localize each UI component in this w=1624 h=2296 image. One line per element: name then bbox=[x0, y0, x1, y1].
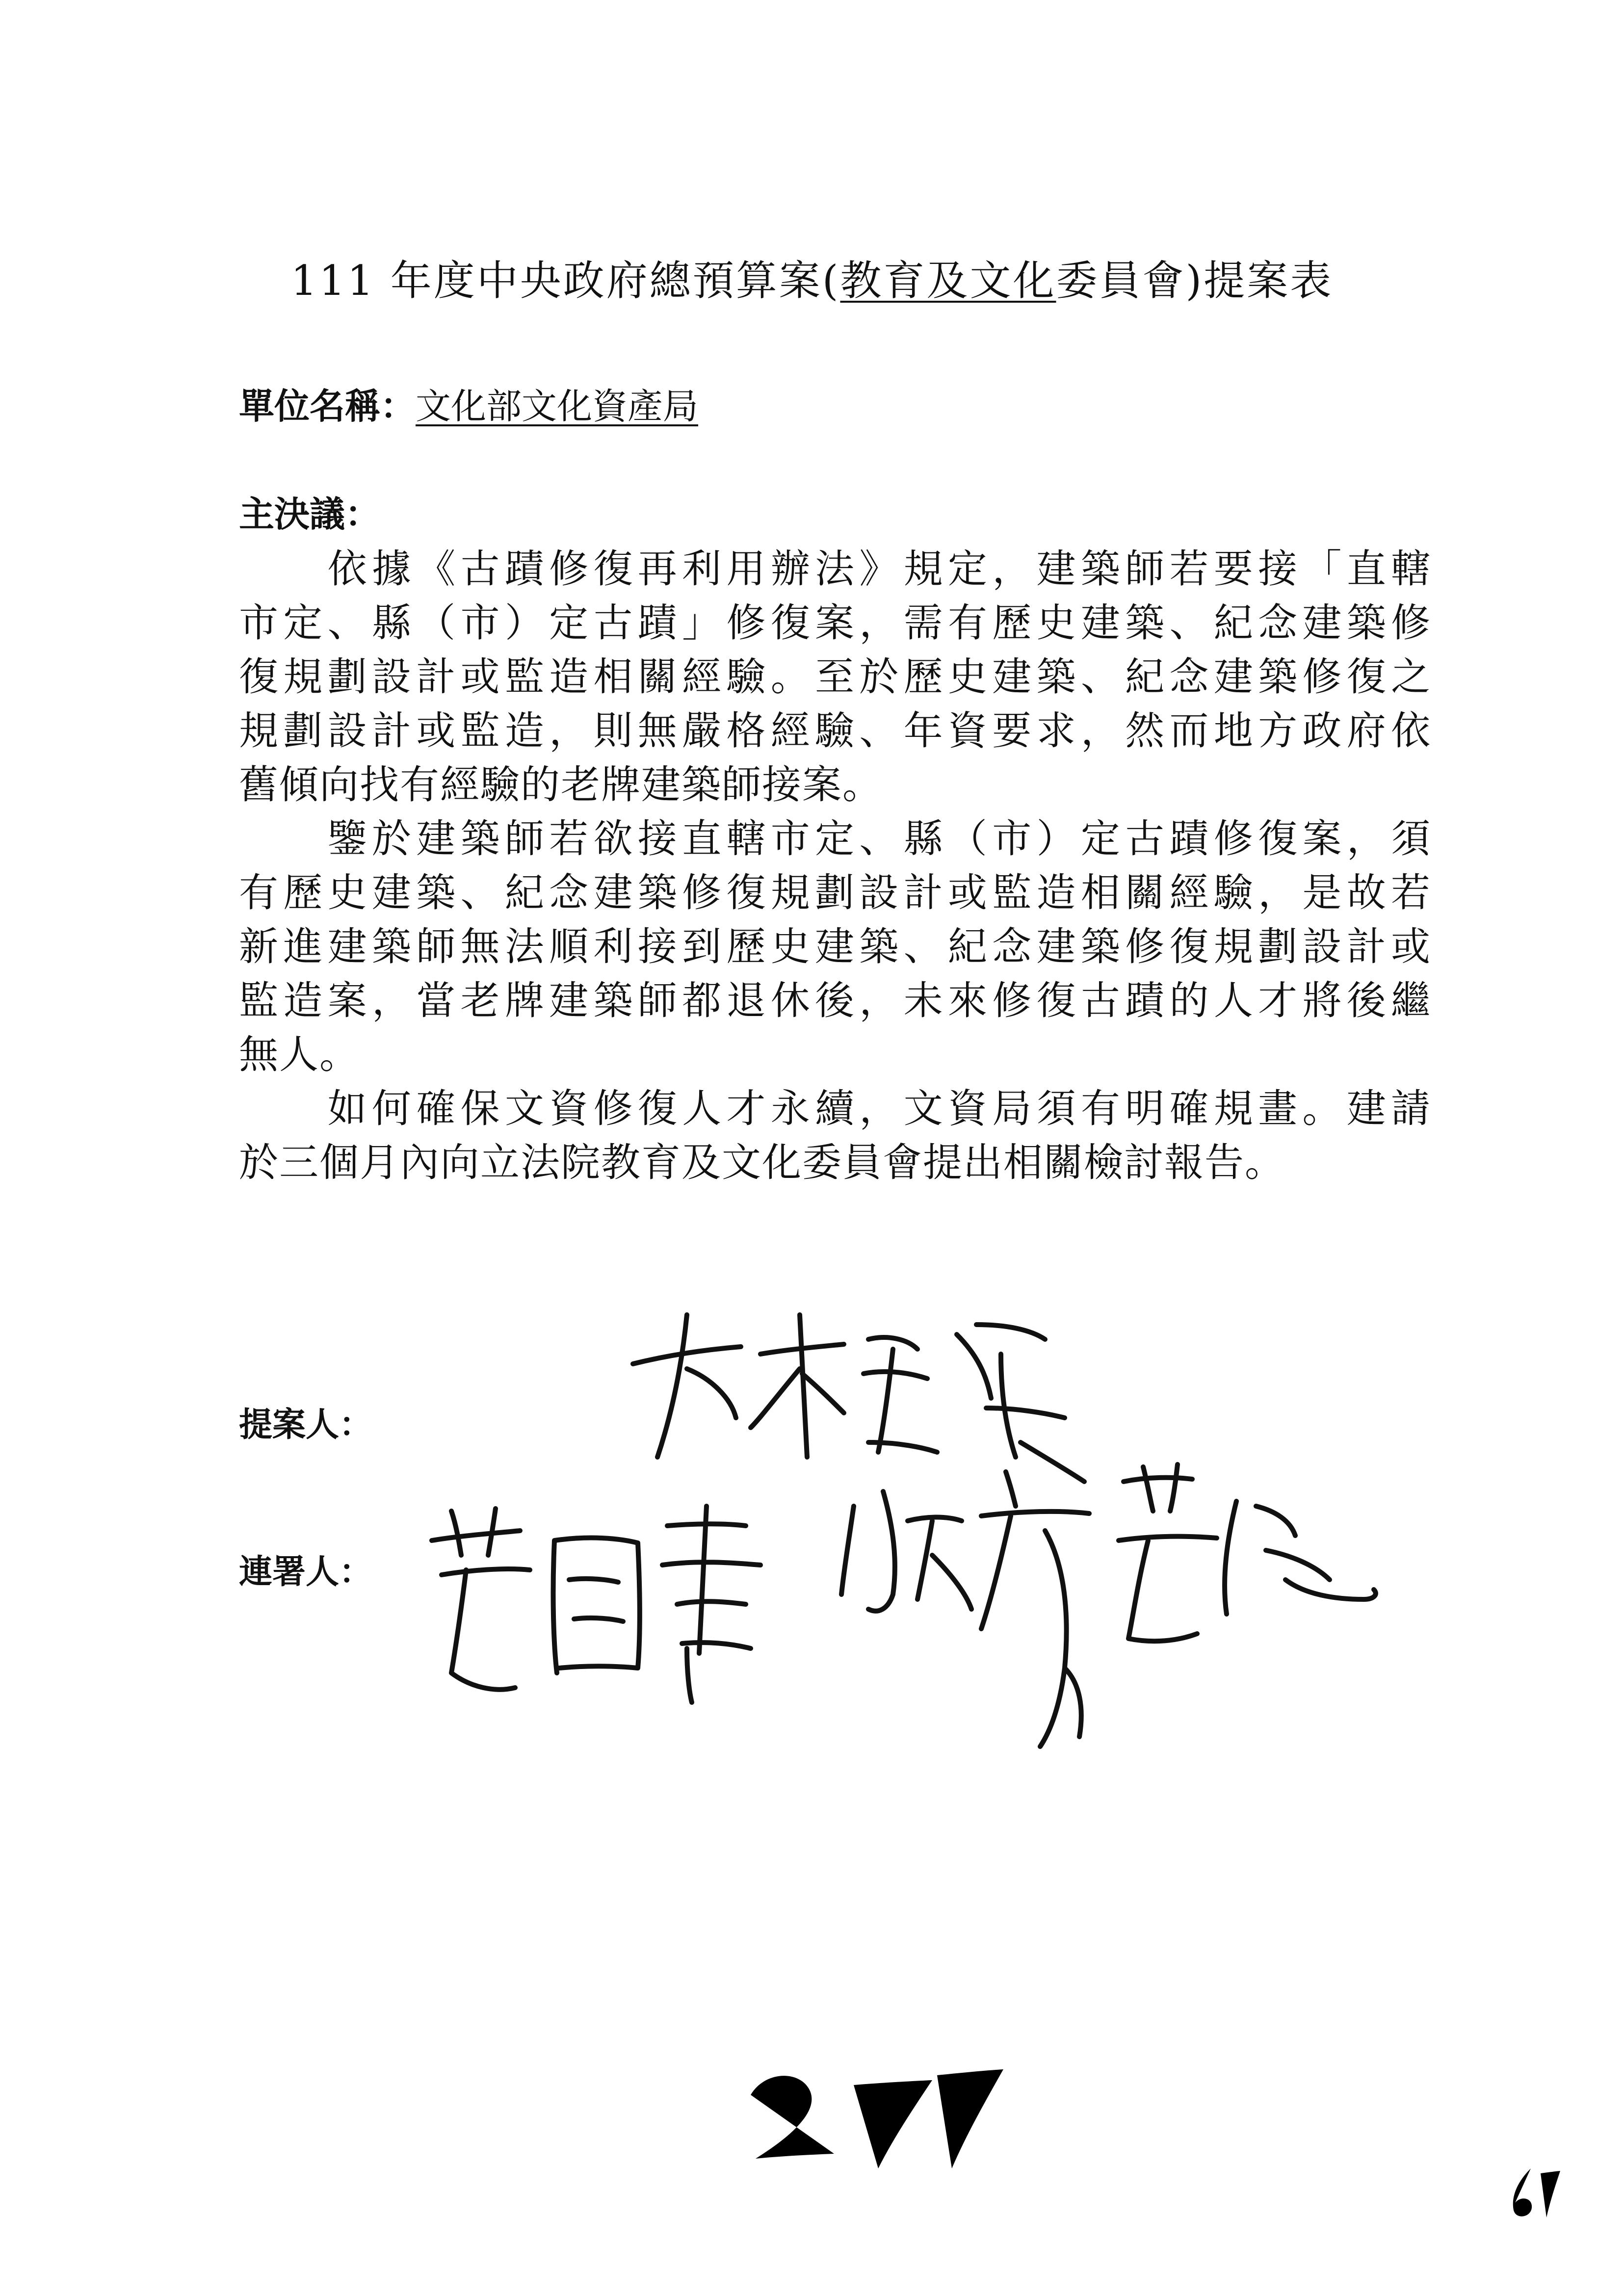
committee-name: 教育及文化 bbox=[840, 257, 1056, 305]
text-line: 無人。 bbox=[239, 1032, 360, 1077]
text-line: 於三個月內向立法院教育及文化委員會提出相關檢討報告。 bbox=[239, 1140, 1285, 1185]
text-line: 如何確保文資修復人才永續，文資局須有明確規畫。建請 bbox=[239, 1086, 1431, 1131]
text-line: 新進建築師無法順利接到歷史建築、紀念建築修復規劃設計或 bbox=[239, 924, 1431, 969]
main-resolution-label: 主決議： bbox=[239, 494, 381, 535]
form-title: 111 年度中央政府總預算案(教育及文化委員會)提案表 bbox=[290, 257, 1334, 305]
text-line: 依據《古蹟修復再利用辦法》規定，建築師若要接「直轄 bbox=[239, 546, 1431, 592]
text-line: 規劃設計或監造，則無嚴格經驗、年資要求，然而地方政府依 bbox=[239, 708, 1431, 754]
text-line: 鑒於建築師若欲接直轄市定、縣（市）定古蹟修復案，須 bbox=[239, 816, 1431, 861]
handwritten-page-number bbox=[736, 2051, 1011, 2178]
cosigner-signature-2 bbox=[834, 1452, 1398, 1766]
paragraph-2 bbox=[239, 812, 1431, 1082]
cosigner-signature-1 bbox=[422, 1496, 775, 1712]
small-page-number bbox=[1501, 2164, 1565, 2222]
resolution-body bbox=[239, 542, 1431, 1190]
paragraph-3 bbox=[239, 1082, 1431, 1190]
proposer-label: 提案人： bbox=[239, 1406, 373, 1444]
paragraph-1 bbox=[239, 542, 1431, 812]
unit-label: 單位名稱： bbox=[239, 386, 416, 427]
unit-row bbox=[239, 378, 698, 429]
cosigner-label: 連署人： bbox=[239, 1553, 373, 1592]
unit-name: 文化部文化資產局 bbox=[416, 386, 699, 427]
text-line: 有歷史建築、紀念建築修復規劃設計或監造相關經驗，是故若 bbox=[239, 870, 1431, 915]
text-line: 復規劃設計或監造相關經驗。至於歷史建築、紀念建築修復之 bbox=[239, 654, 1431, 700]
text-line: 市定、縣（市）定古蹟」修復案，需有歷史建築、紀念建築修 bbox=[239, 600, 1431, 646]
text-line: 舊傾向找有經驗的老牌建築師接案。 bbox=[239, 762, 883, 808]
text-line: 監造案，當老牌建築師都退休後，未來修復古蹟的人才將後繼 bbox=[239, 978, 1431, 1023]
